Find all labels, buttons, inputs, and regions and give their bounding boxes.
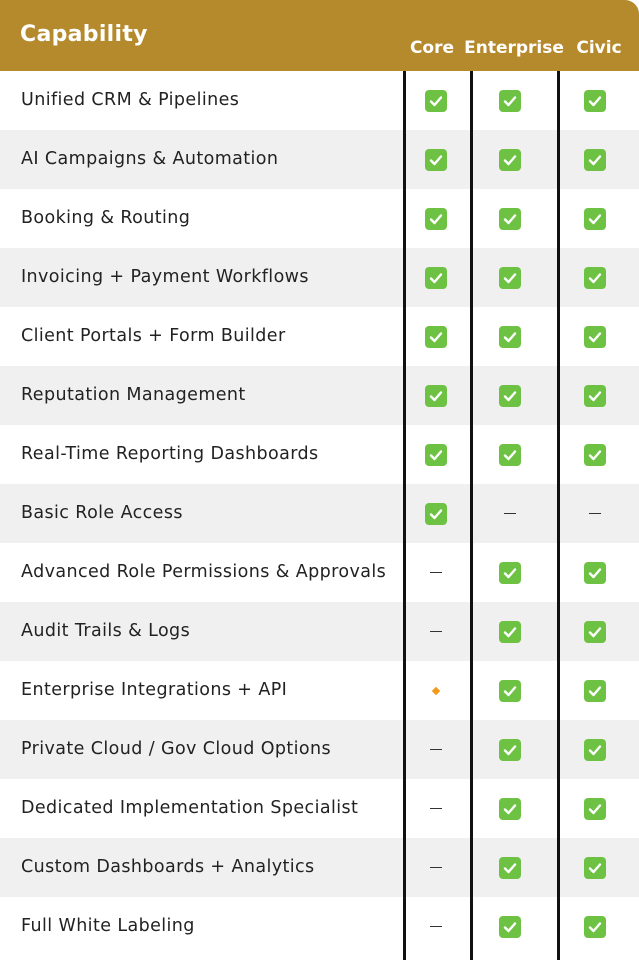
dash-icon	[430, 926, 442, 928]
cell-civic	[575, 543, 615, 602]
cell-core	[416, 425, 456, 484]
table-row	[0, 248, 639, 307]
table-row	[0, 484, 639, 543]
cell-enterprise	[490, 661, 530, 720]
green-check-icon	[584, 916, 606, 938]
cell-enterprise	[490, 484, 530, 543]
green-check-icon	[584, 621, 606, 643]
green-check-icon	[499, 444, 521, 466]
cell-core	[416, 661, 456, 720]
cell-enterprise	[490, 130, 530, 189]
cell-core	[416, 189, 456, 248]
cell-enterprise	[490, 189, 530, 248]
green-check-icon	[425, 208, 447, 230]
dash-icon	[430, 572, 442, 574]
green-check-icon	[425, 267, 447, 289]
cell-core	[416, 484, 456, 543]
cell-core	[416, 838, 456, 897]
cell-enterprise	[490, 425, 530, 484]
capability-label: Booking & Routing	[21, 208, 191, 228]
capability-label: Client Portals + Form Builder	[21, 326, 286, 346]
cell-civic	[575, 248, 615, 307]
green-check-icon	[499, 208, 521, 230]
cell-civic	[575, 779, 615, 838]
cell-enterprise	[490, 897, 530, 956]
cell-core	[416, 720, 456, 779]
green-check-icon	[499, 739, 521, 761]
table-row	[0, 425, 639, 484]
cell-civic	[575, 838, 615, 897]
capability-label: Custom Dashboards + Analytics	[21, 857, 315, 877]
capability-label: Advanced Role Permissions & Approvals	[21, 562, 387, 582]
green-check-icon	[499, 916, 521, 938]
dash-icon	[504, 513, 516, 515]
column-divider	[470, 71, 473, 960]
cell-enterprise	[490, 543, 530, 602]
column-divider	[403, 71, 406, 960]
green-check-icon	[584, 326, 606, 348]
cell-core	[416, 602, 456, 661]
green-check-icon	[425, 149, 447, 171]
green-check-icon	[499, 562, 521, 584]
capability-label: Dedicated Implementation Specialist	[21, 798, 359, 818]
green-check-icon	[584, 680, 606, 702]
green-check-icon	[499, 149, 521, 171]
green-check-icon	[499, 621, 521, 643]
cell-core	[416, 130, 456, 189]
green-check-icon	[499, 857, 521, 879]
cell-civic	[575, 307, 615, 366]
dash-icon	[430, 808, 442, 810]
green-check-icon	[584, 444, 606, 466]
dash-icon	[430, 749, 442, 751]
cell-core	[416, 71, 456, 130]
table-row	[0, 71, 639, 130]
table-row	[0, 720, 639, 779]
cell-enterprise	[490, 838, 530, 897]
table-header	[0, 0, 639, 71]
cell-civic	[575, 720, 615, 779]
capability-label: Enterprise Integrations + API	[21, 680, 288, 700]
capability-label: Reputation Management	[21, 385, 246, 405]
cell-core	[416, 248, 456, 307]
green-check-icon	[425, 385, 447, 407]
green-check-icon	[584, 149, 606, 171]
dash-icon	[430, 631, 442, 633]
cell-core	[416, 543, 456, 602]
column-header-civic: Civic	[576, 38, 622, 58]
green-check-icon	[499, 385, 521, 407]
green-check-icon	[584, 798, 606, 820]
cell-enterprise	[490, 248, 530, 307]
table-row	[0, 130, 639, 189]
capability-label: Unified CRM & Pipelines	[21, 90, 240, 110]
table-row	[0, 779, 639, 838]
cell-civic	[575, 897, 615, 956]
green-check-icon	[425, 503, 447, 525]
cell-civic	[575, 366, 615, 425]
cell-enterprise	[490, 779, 530, 838]
cell-civic	[575, 425, 615, 484]
green-check-icon	[584, 90, 606, 112]
table-row	[0, 897, 639, 956]
table-row	[0, 307, 639, 366]
capability-label: Private Cloud / Gov Cloud Options	[21, 739, 332, 759]
green-check-icon	[584, 385, 606, 407]
green-check-icon	[425, 90, 447, 112]
dash-icon	[589, 513, 601, 515]
green-check-icon	[584, 739, 606, 761]
green-check-icon	[425, 326, 447, 348]
green-check-icon	[499, 90, 521, 112]
capability-label: Audit Trails & Logs	[21, 621, 191, 641]
cell-civic	[575, 130, 615, 189]
green-check-icon	[425, 444, 447, 466]
capability-label: Full White Labeling	[21, 916, 195, 936]
capability-label: Basic Role Access	[21, 503, 183, 523]
cell-core	[416, 897, 456, 956]
cell-civic	[575, 71, 615, 130]
green-check-icon	[584, 562, 606, 584]
cell-enterprise	[490, 71, 530, 130]
green-check-icon	[584, 857, 606, 879]
cell-core	[416, 366, 456, 425]
dash-icon	[430, 867, 442, 869]
table-row	[0, 189, 639, 248]
cell-enterprise	[490, 307, 530, 366]
cell-enterprise	[490, 366, 530, 425]
cell-civic	[575, 189, 615, 248]
table-row	[0, 661, 639, 720]
capability-label: Real-Time Reporting Dashboards	[21, 444, 319, 464]
column-divider	[557, 71, 560, 960]
cell-core	[416, 779, 456, 838]
green-check-icon	[584, 267, 606, 289]
cell-core	[416, 307, 456, 366]
green-check-icon	[499, 680, 521, 702]
column-header-enterprise: Enterprise	[464, 38, 564, 58]
capability-header: Capability	[20, 22, 148, 47]
table-row	[0, 366, 639, 425]
green-check-icon	[499, 798, 521, 820]
cell-civic	[575, 484, 615, 543]
cell-civic	[575, 661, 615, 720]
capability-label: Invoicing + Payment Workflows	[21, 267, 309, 287]
table-row	[0, 602, 639, 661]
green-check-icon	[499, 267, 521, 289]
cell-enterprise	[490, 720, 530, 779]
green-check-icon	[584, 208, 606, 230]
orange-diamond-icon	[432, 686, 440, 694]
table-row	[0, 838, 639, 897]
column-header-core: Core	[409, 38, 455, 58]
table-row	[0, 543, 639, 602]
green-check-icon	[499, 326, 521, 348]
capability-label: AI Campaigns & Automation	[21, 149, 279, 169]
cell-civic	[575, 602, 615, 661]
cell-enterprise	[490, 602, 530, 661]
